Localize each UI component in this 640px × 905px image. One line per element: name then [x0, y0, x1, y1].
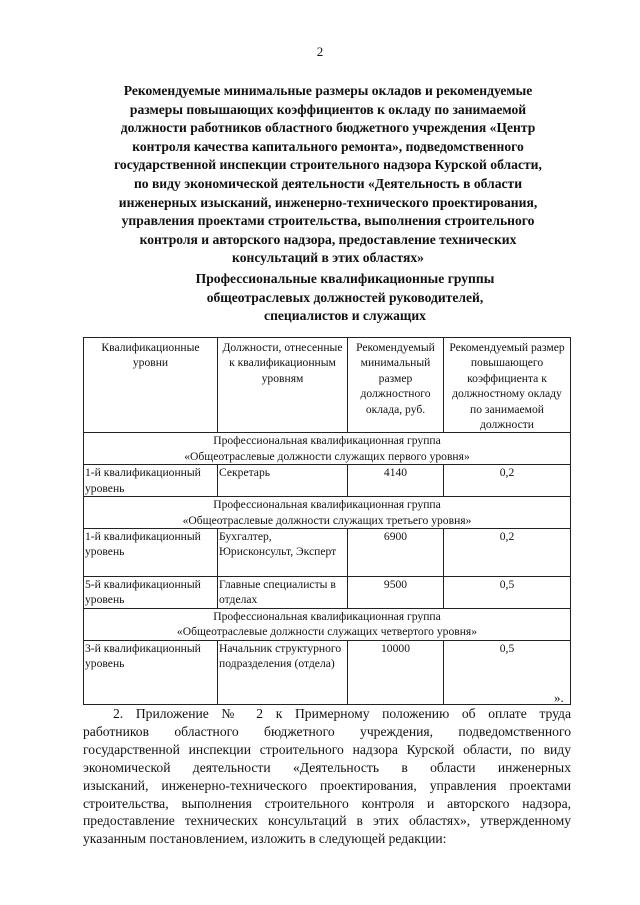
cell-coefficient: 0,5 — [444, 577, 571, 609]
group-title: Профессиональная квалификационная группа — [213, 434, 441, 448]
document-title — [88, 82, 568, 268]
title-line: по виду экономической деятельности «Деятельность в области — [133, 175, 523, 191]
amendment-paragraph — [83, 705, 571, 848]
group-title: Профессиональная квалификационная группа — [213, 498, 441, 512]
cell-level: 3-й квалификационный уровень — [84, 640, 218, 704]
cell-coefficient: 0,2 — [444, 465, 571, 497]
title-line: Рекомендуемые минимальные размеры окладов и рекомендуемые — [123, 83, 533, 98]
subtitle-line: общеотраслевых должностей руководителей, — [206, 289, 484, 305]
cell-salary: 9500 — [348, 577, 444, 609]
group-subtitle: «Общеотраслевые должности служащих первого уровня» — [184, 449, 470, 463]
cell-salary: 4140 — [348, 465, 444, 497]
subtitle-line: специалистов и служащих — [264, 308, 426, 324]
group-subtitle: «Общеотраслевые должности служащих третьего уровня» — [182, 513, 472, 527]
title-line: контроля и авторского надзора, предоставление технических — [139, 231, 517, 247]
title-line: контроля качества капитального ремонта», подведомственного — [132, 138, 524, 154]
paragraph-line: указанным постановлением, изложить в следующей редакции: — [83, 831, 447, 847]
paragraph-line: экономической деятельности «Деятельность в области инженерных — [83, 759, 571, 775]
group-row — [84, 497, 571, 529]
header-coefficient: Рекомендуемый размер повышающего коэффициента к должностному окладу по занимаемой должности — [444, 338, 571, 433]
cell-level: 1-й квалификационный уровень — [84, 465, 218, 497]
cell-positions: Главные специалисты в отделах — [218, 577, 348, 609]
paragraph-line: изысканий, инженерно-технического проектирования, управления проектами — [83, 777, 571, 793]
title-line: государственной инспекции строительного надзора Курской области, — [114, 157, 542, 173]
subtitle-line: Профессиональные квалификационные группы — [195, 271, 495, 286]
group-row — [84, 433, 571, 465]
header-salary: Рекомендуемый минимальный размер должностного оклада, руб. — [348, 338, 444, 433]
table-row — [84, 640, 571, 704]
title-line: консультаций в этих областях» — [232, 250, 424, 266]
paragraph-line: работников областного бюджетного учреждения, подведомственного — [83, 723, 571, 739]
paragraph-line: предоставление технических консультаций в этих областях», утвержденному — [83, 813, 571, 829]
cell-coefficient: 0,5 — [444, 640, 571, 704]
cell-salary: 6900 — [348, 529, 444, 577]
cell-coefficient: 0,2 — [444, 529, 571, 577]
table-row — [84, 529, 571, 577]
page-number: 2 — [316, 44, 324, 59]
title-line: инженерных изысканий, инженерно-технического проектирования, — [118, 194, 538, 210]
paragraph-line: строительства, выполнения строительного контроля и авторского надзора, — [83, 795, 571, 811]
group-row — [84, 609, 571, 641]
paragraph-line: государственной инспекции строительного надзора Курской области, по виду — [83, 741, 571, 757]
group-title: Профессиональная квалификационная группа — [213, 610, 441, 624]
cell-positions: Секретарь — [218, 465, 348, 497]
paragraph-line: 2. Приложение № 2 к Примерному положению об оплате труда — [113, 706, 571, 721]
cell-level: 1-й квалификационный уровень — [84, 529, 218, 577]
cell-salary: 10000 — [348, 640, 444, 704]
cell-positions: Начальник структурного подразделения (отдела) — [218, 640, 348, 704]
header-positions: Должности, отнесенные к квалификационным уровням — [218, 338, 348, 433]
salary-table — [83, 337, 571, 705]
cell-positions: Бухгалтер, Юрисконсульт, Эксперт — [218, 529, 348, 577]
title-line: размеры повышающих коэффициентов к окладу по занимаемой — [129, 101, 527, 117]
section-subtitle — [150, 270, 540, 326]
table-header-row — [84, 338, 571, 433]
title-line: должности работников областного бюджетного учреждения «Центр — [120, 120, 536, 136]
closing-quote: ». — [554, 690, 564, 705]
header-levels: Квалификационные уровни — [84, 338, 218, 433]
cell-level: 5-й квалификационный уровень — [84, 577, 218, 609]
group-subtitle: «Общеотраслевые должности служащих четвертого уровня» — [176, 625, 478, 639]
table-row — [84, 577, 571, 609]
table-row — [84, 465, 571, 497]
title-line: управления проектами строительства, выполнения строительного — [121, 213, 535, 229]
